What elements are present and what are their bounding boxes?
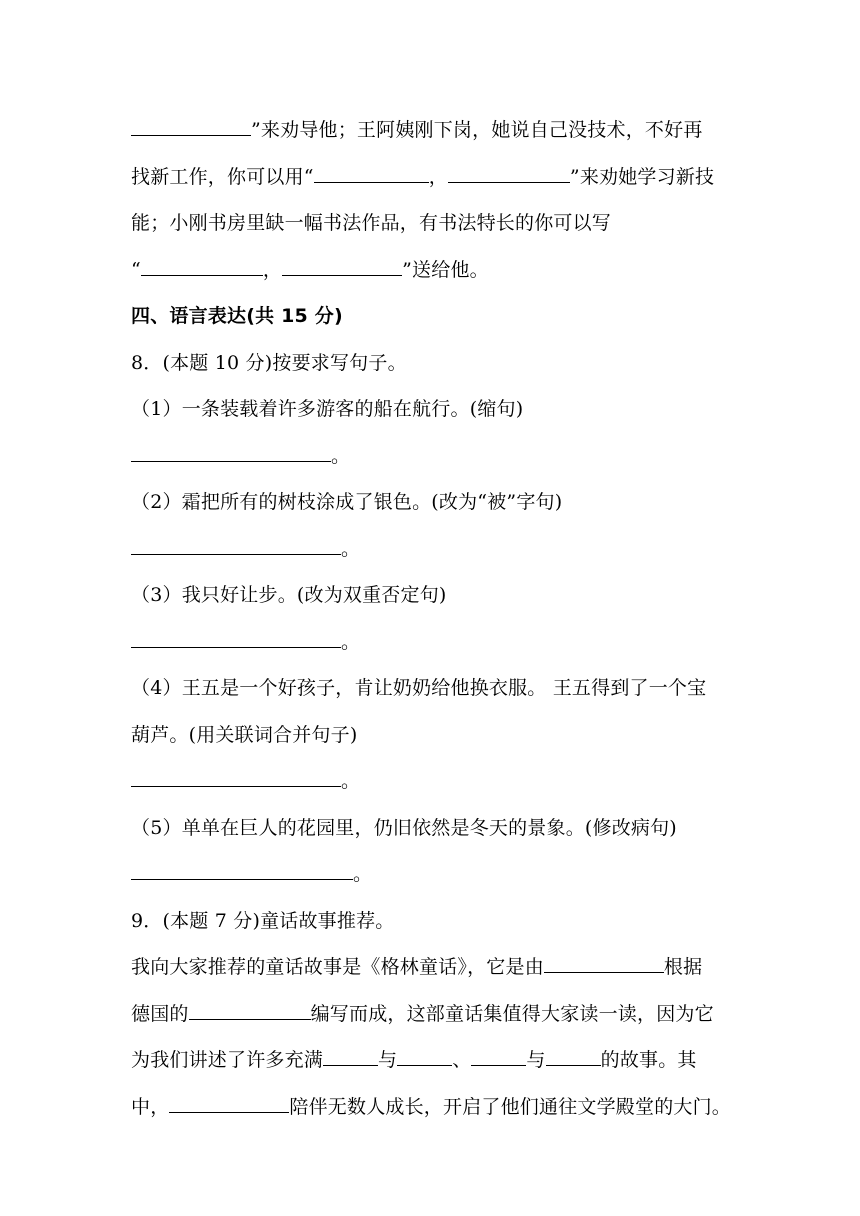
text-segment: 编写而成，这部童话集值得大家读一读，因为它: [310, 1002, 714, 1025]
q8-item-4-line-1: （4）王五是一个好孩子，肯让奶奶给他换衣服。 王五得到了一个宝: [131, 677, 707, 699]
text-segment: 陪伴无数人成长，开启了他们通往文学殿堂的大门。: [289, 1095, 732, 1118]
q7-line-2: [131, 159, 731, 206]
q8-item-5: （5）单单在巨人的花园里，仍旧依然是冬天的景象。(修改病句): [131, 816, 677, 839]
q9-title: 9．(本题 7 分)童话故事推荐。: [131, 909, 395, 932]
period: 。: [341, 770, 361, 792]
answer-blank[interactable]: [189, 997, 311, 1020]
text-segment: 能；小刚书房里缺一幅书法作品，有书法特长的你可以写: [131, 212, 612, 234]
period: 。: [331, 444, 351, 467]
q8-item-2: （2）霜把所有的树枝涂成了银色。(改为“被”字句): [131, 491, 563, 513]
period: 。: [353, 863, 373, 885]
answer-blank[interactable]: [544, 950, 664, 973]
text-segment: 与: [378, 1049, 398, 1071]
q8-answer-4: [131, 763, 731, 810]
answer-blank[interactable]: [131, 532, 341, 555]
period: 。: [341, 630, 361, 653]
text-segment: 根据: [663, 956, 703, 978]
text-segment: 找新工作，你可以用“: [131, 165, 314, 188]
text-segment: 德国的: [131, 1002, 189, 1025]
q8-item-3: （3）我只好让步。(改为双重否定句): [131, 584, 447, 606]
answer-blank[interactable]: [131, 625, 341, 648]
q7-line-4: [131, 252, 731, 299]
q9-line-2: [131, 996, 731, 1043]
text-segment: ”送给他。: [402, 258, 489, 281]
answer-blank[interactable]: [314, 160, 429, 183]
text-segment: ，: [262, 258, 283, 281]
q8-title: 8．(本题 10 分)按要求写句子。: [131, 351, 407, 374]
q9-line-1: [131, 949, 731, 996]
answer-blank[interactable]: [546, 1043, 601, 1066]
text-segment: 、: [452, 1049, 472, 1071]
q8-item-1: （1）一条装载着许多游客的船在航行。(缩句): [131, 398, 524, 420]
text-segment: “: [131, 258, 141, 281]
period: 。: [341, 537, 361, 560]
q8-answer-1: [131, 438, 731, 485]
answer-blank[interactable]: [141, 253, 263, 276]
section-heading: 四、语言表达(共 15 分): [131, 305, 343, 327]
text-segment: 中，: [131, 1095, 170, 1118]
text-segment: 为我们讲述了许多充满: [131, 1049, 324, 1071]
answer-blank[interactable]: [131, 439, 331, 462]
answer-blank[interactable]: [131, 857, 353, 880]
q9-line-4: [131, 1089, 731, 1136]
answer-blank[interactable]: [169, 1090, 289, 1113]
answer-blank[interactable]: [397, 1043, 452, 1066]
q8-answer-2: [131, 531, 731, 578]
text-segment: ，: [428, 165, 448, 188]
text-segment: 我向大家推荐的童话故事是《格林童话》，它是由: [131, 956, 544, 978]
answer-blank[interactable]: [471, 1043, 526, 1066]
q8-answer-5: [131, 856, 731, 903]
answer-blank[interactable]: [131, 113, 251, 136]
text-segment: ”来劝导他；王阿姨刚下岗，她说自己没技术，不好再: [251, 119, 703, 141]
answer-blank[interactable]: [323, 1043, 378, 1066]
answer-blank[interactable]: [131, 764, 341, 787]
q8-answer-3: [131, 624, 731, 671]
q8-item-4-line-2: 葫芦。(用关联词合并句子): [131, 723, 358, 746]
text-segment: 与: [526, 1049, 546, 1071]
q9-line-3: [131, 1042, 731, 1089]
text-segment: 的故事。其: [600, 1049, 697, 1071]
q7-line-1: [131, 112, 731, 159]
answer-blank[interactable]: [448, 160, 570, 183]
text-segment: ”来劝她学习新技: [569, 165, 715, 188]
answer-blank[interactable]: [282, 253, 402, 276]
q7-line-3: [131, 205, 731, 252]
document-page: [131, 112, 731, 1135]
